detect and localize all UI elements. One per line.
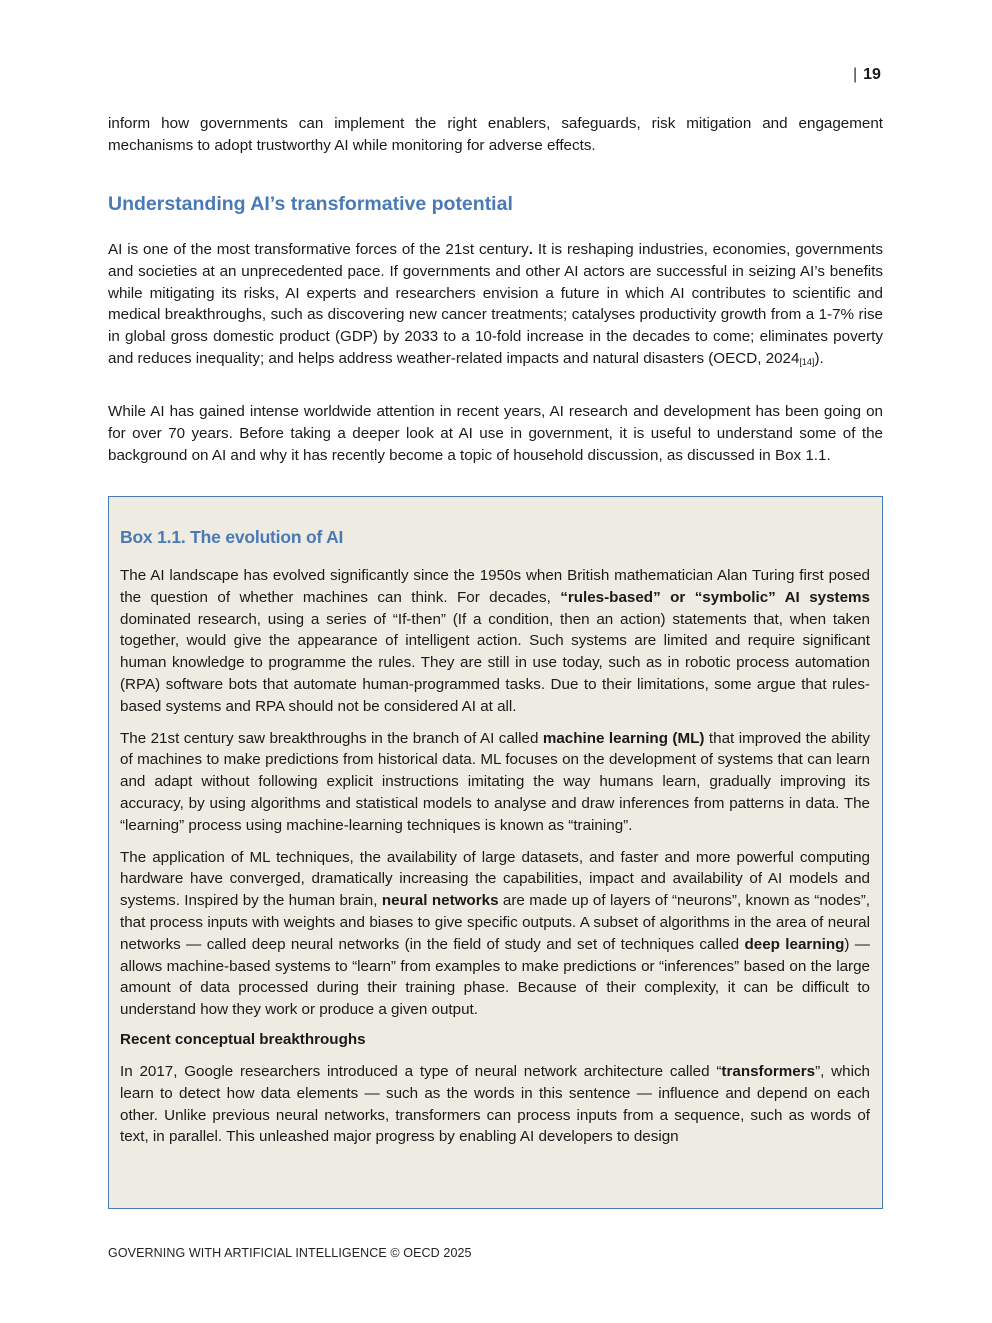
box-p4-text-a: In 2017, Google researchers introduced a type of neural network architecture called “ — [120, 1062, 722, 1080]
box-p4-text-b: ”, which learn to detect how data elements — such as the words in this sentence — influence and depend on each other. Unlike previous neural networks, transformers can process inputs from a sequence, such as words of text, in parallel. This unleashed major progress by enabling AI developers to design — [120, 1062, 870, 1146]
page-footer: GOVERNING WITH ARTIFICIAL INTELLIGENCE © OECD 2025 — [108, 1246, 472, 1260]
section-heading: Understanding AI’s transformative potential — [108, 193, 513, 215]
box-paragraph-machine-learning — [120, 728, 870, 837]
box-p4-bold: transformers — [721, 1062, 816, 1080]
para1-end: ). — [814, 349, 824, 367]
box-p1-text-b: dominated research, using a series of “If-then” (If a condition, then an action) statements that, when taken together, would give the appearance of intelligent action. Such systems are limited and require significant human knowledge to programme the rules. They are still in use today, such as in robotic process automation (RPA) software bots that automate human-programmed tasks. Due to their limitations, some argue that rules-based systems and RPA should not be considered AI at all. — [120, 610, 870, 715]
box-p2-text-b: that improved the ability of machines to make predictions from historical data. ML focuses on the development of systems that can learn and adapt without following explicit instructions imitating the way humans learn, gradually improving its accuracy, by using algorithms and statistical models to analyse and draw inferences from patterns in data. The “learning” process using machine-learning techniques is known as “training”. — [120, 729, 870, 834]
paragraph-transformative-forces — [108, 239, 883, 374]
page-separator: | — [853, 66, 858, 83]
paragraph-ai-history: While AI has gained intense worldwide attention in recent years, AI research and development has been going on for over 70 years. Before taking a deeper look at AI use in government, it is useful to understand some of the background on AI and why it has recently become a topic of household discussion, as discussed in Box 1.1. — [108, 403, 883, 464]
box-p3-text-c: ) — allows machine-based systems to “learn” from examples to make predictions or “inferences” based on the large amount of data processed during their training phase. Because of their complexity, it can be difficult to understand how they work or produce a given output. — [120, 935, 870, 1019]
intro-paragraph: inform how governments can implement the right enablers, safeguards, risk mitigation and engagement mechanisms to adopt trustworthy AI while monitoring for adverse effects. — [108, 115, 883, 154]
box-p2-text-a: The 21st century saw breakthroughs in the branch of AI called — [120, 729, 543, 747]
box-p3-text-b: are made up of layers of “neurons”, known as “nodes”, that process inputs with weights and biases to give specific outputs. A subset of algorithms in the area of neural networks — called deep neural networks (in the field of study and set of techniques called — [120, 892, 870, 953]
citation-ref[interactable]: [14] — [799, 356, 815, 367]
para1-main: It is reshaping industries, economies, governments and societies at an unprecedented pace. If governments and other AI actors are successful in seizing AI’s benefits while mitigating its risks, AI experts and researchers envision a future in which AI contributes to scientific and medical breakthroughs, such as discovering new cancer treatments; catalyses productivity growth from a 1-7% rise in global gross domestic product (GDP) by 2033 to a 10-fold increase in the decades to come; eliminates poverty and reduces inequality; and helps address weather-related impacts and natural disasters (OECD, 2024 — [108, 241, 883, 367]
box-p2-bold: machine learning (ML) — [542, 729, 705, 747]
para1-dot: . — [528, 241, 533, 258]
box-paragraph-rules-based — [120, 565, 870, 718]
page-number-value: 19 — [863, 66, 881, 83]
page-number — [853, 66, 881, 84]
box-paragraph-transformers — [120, 1061, 870, 1148]
intro-section — [108, 113, 883, 157]
box-paragraph-neural-networks — [120, 847, 870, 1021]
box-p1-bold: “rules-based” or “symbolic” AI systems — [560, 588, 870, 606]
section-paragraph-1 — [108, 239, 883, 374]
box-p3-text-a: The application of ML techniques, the availability of large datasets, and faster and more powerful computing hardware have converged, dramatically increasing the capabilities, impact and availability of AI models and systems. Inspired by the human brain, — [120, 848, 870, 910]
box-evolution-of-ai — [108, 496, 883, 1209]
box-title: Box 1.1. The evolution of AI — [120, 527, 344, 547]
section-paragraph-2 — [108, 401, 883, 466]
box-p3-bold-2: deep learning — [744, 935, 845, 953]
para1-lead: AI is one of the most transformative forces of the 21st century — [108, 241, 529, 258]
box-p3-bold-1: neural networks — [381, 892, 499, 910]
box-p1-text-a: The AI landscape has evolved significantly since the 1950s when British mathematician Alan Turing first posed the question of whether machines can think. For decades, — [120, 567, 870, 606]
box-subheading: Recent conceptual breakthroughs — [120, 1030, 366, 1048]
